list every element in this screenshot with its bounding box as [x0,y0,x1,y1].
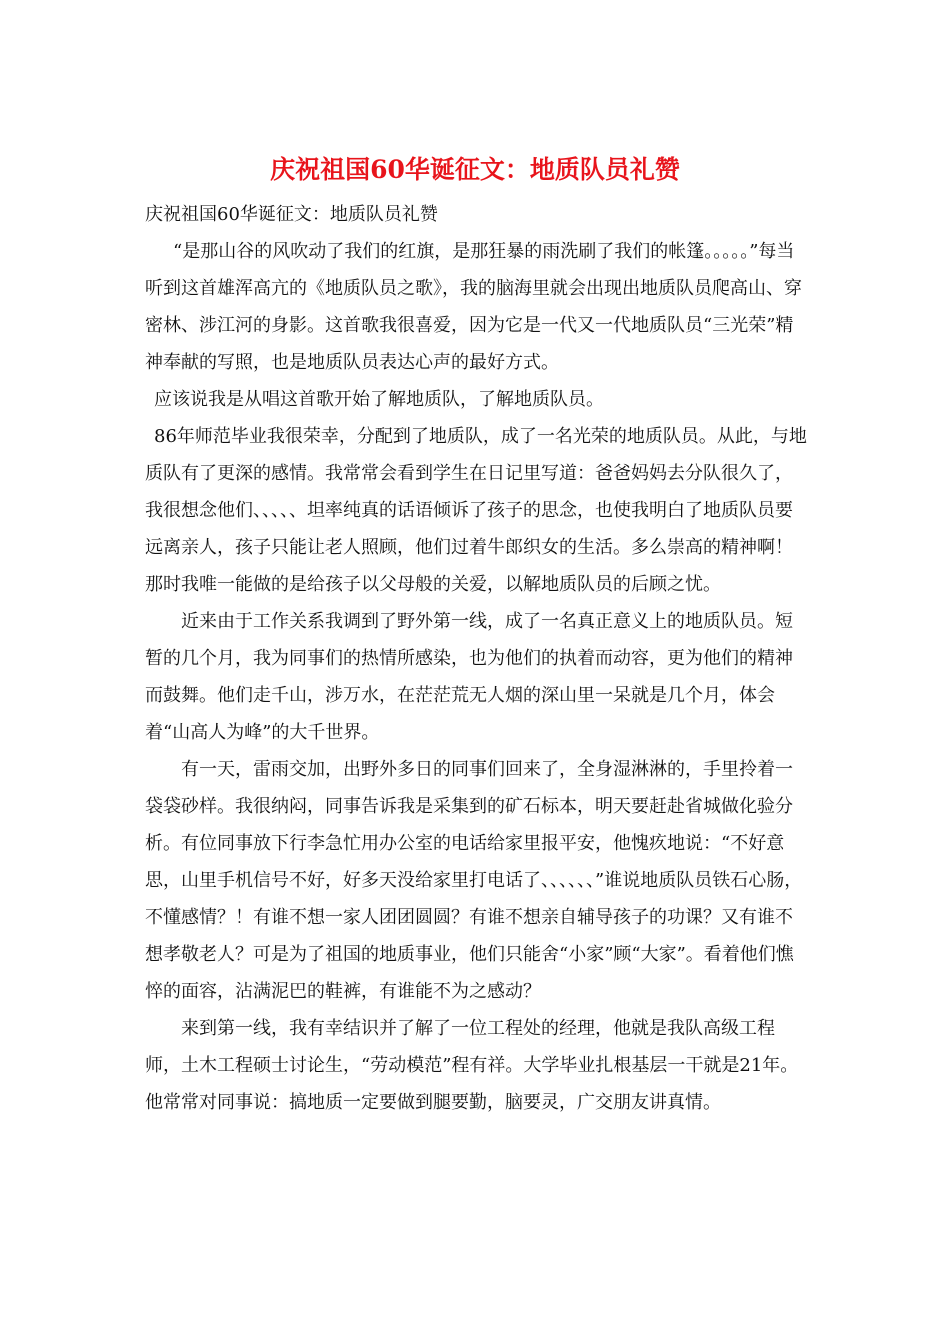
paragraph-1: “是那山谷的风吹动了我们的红旗，是那狂暴的雨洗刷了我们的帐篷。。。。。”每当听到这首雄浑高亢的《地质队员之歌》，我的脑海里就会出现出地质队员爬高山、穿密林、涉江河的身影。这首歌我很喜爱，因为它是一代又一代地质队员“三光荣”精神奉献的写照，也是地质队员表达心声的最好方式。 [145,241,802,373]
paragraph-2: 应该说我是从唱这首歌开始了解地质队，了解地质队员。 [154,389,604,410]
paragraph-4: 近来由于工作关系我调到了野外第一线，成了一名真正意义上的地质队员。短暂的几个月，我为同事们的热情所感染，也为他们的执着而动容，更为他们的精神而鼓舞。他们走千山，涉万水，在茫茫荒无人烟的深山里一呆就是几个月，体会着“山高人为峰”的大千世界。 [145,611,793,743]
paragraph-subtitle: 庆祝祖国60华诞征文：地质队员礼赞 [145,204,438,225]
paragraph-6: 来到第一线，我有幸结识并了解了一位工程处的经理，他就是我队高级工程师，土木工程硕士讨论生，“劳动模范”程有祥。大学毕业扎根基层一干就是21年。他常常对同事说：搞地质一定要做到腿要勤，脑要灵，广交朋友讲真情。 [145,1018,799,1113]
document-body [145,196,810,1121]
document-title: 庆祝祖国60华诞征文：地质队员礼赞 [270,155,680,184]
paragraph-3: 86年师范毕业我很荣幸，分配到了地质队，成了一名光荣的地质队员。从此，与地质队有了更深的感情。我常常会看到学生在日记里写道：爸爸妈妈去分队很久了，我很想念他们、、、、、坦率纯真的话语倾诉了孩子的思念，也使我明白了地质队员要远离亲人，孩子只能让老人照顾，他们过着牛郎织女的生活。多么崇高的精神啊！那时我唯一能做的是给孩子以父母般的关爱，以解地质队员的后顾之忧。 [145,426,807,595]
paragraph-5: 有一天，雷雨交加，出野外多日的同事们回来了，全身湿淋淋的，手里拎着一袋袋砂样。我很纳闷，同事告诉我是采集到的矿石标本，明天要赶赴省城做化验分析。有位同事放下行李急忙用办公室的电话给家里报平安，他愧疚地说：“不好意思，山里手机信号不好，好多天没给家里打电话了、、、、、、”谁说地质队员铁石心肠，不懂感情？！有谁不想一家人团团圆圆？有谁不想亲自辅导孩子的功课？又有谁不想孝敬老人？可是为了祖国的地质事业，他们只能舍“小家”顾“大家”。看着他们憔悴的面容，沾满泥巴的鞋裤，有谁能不为之感动？ [145,759,803,1002]
